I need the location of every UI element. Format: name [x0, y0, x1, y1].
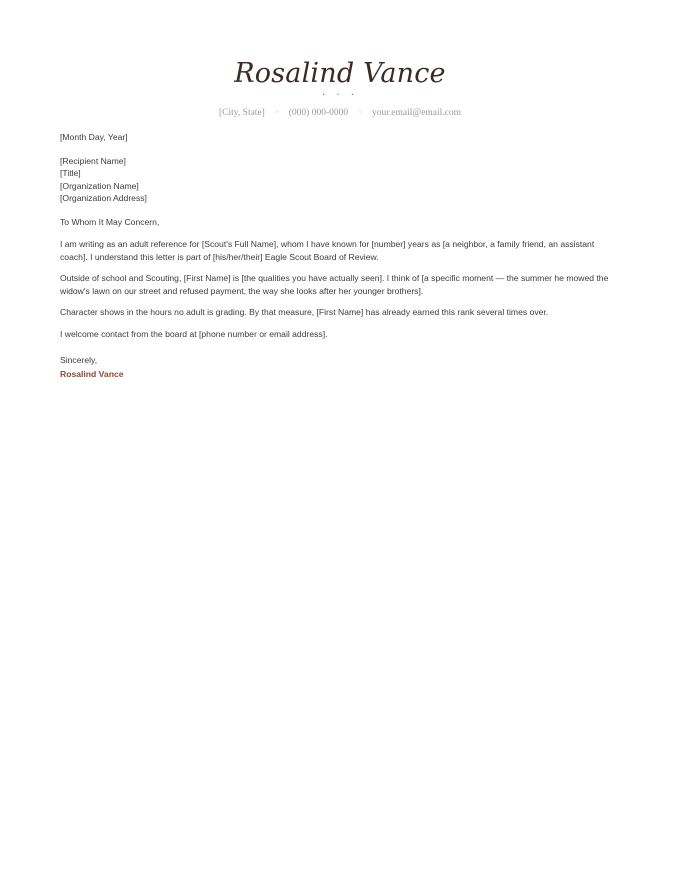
contact-line	[0, 107, 680, 119]
paragraph: I welcome contact from the board at [phone number or email address].	[60, 328, 328, 339]
salutation: To Whom It May Concern,	[60, 216, 160, 227]
signature: Rosalind Vance	[60, 368, 124, 379]
recipient-block	[60, 155, 620, 205]
closing: Sincerely,	[60, 355, 98, 365]
letter-date: [Month Day, Year]	[60, 132, 128, 142]
decorative-dots: · · ·	[322, 90, 358, 101]
sender-name: Rosalind Vance	[234, 58, 446, 89]
recipient-name: [Recipient Name]	[60, 155, 126, 166]
contact-location: [City, State]	[219, 108, 265, 118]
letter-body	[60, 131, 620, 380]
paragraph: I am writing as an adult reference for [Scout's Full Name], whom I have known for [number] years as [a neighbor, a family friend, an assistant coach]. I understand this letter is part of [his/her/their] Eagle Scout Board of Review.	[60, 239, 595, 262]
paragraph: Character shows in the hours no adult is grading. By that measure, [First Name] has already earned this rank several times over.	[60, 307, 549, 317]
recipient-title: [Title]	[60, 168, 81, 178]
recipient-address: [Organization Address]	[60, 193, 147, 203]
contact-separator: ·	[275, 108, 279, 118]
recipient-organization: [Organization Name]	[60, 180, 139, 191]
letter-header	[0, 58, 680, 119]
contact-email: your.email@email.com	[372, 108, 461, 118]
contact-phone: (000) 000-0000	[288, 108, 349, 118]
paragraph: Outside of school and Scouting, [First Name] is [the qualities you have actually seen]. I think of [a specific moment — the summer he mowed the widow's lawn on our street and refused payment, the way she looks after her younger brothers].	[60, 273, 609, 296]
contact-separator: ·	[358, 108, 362, 118]
